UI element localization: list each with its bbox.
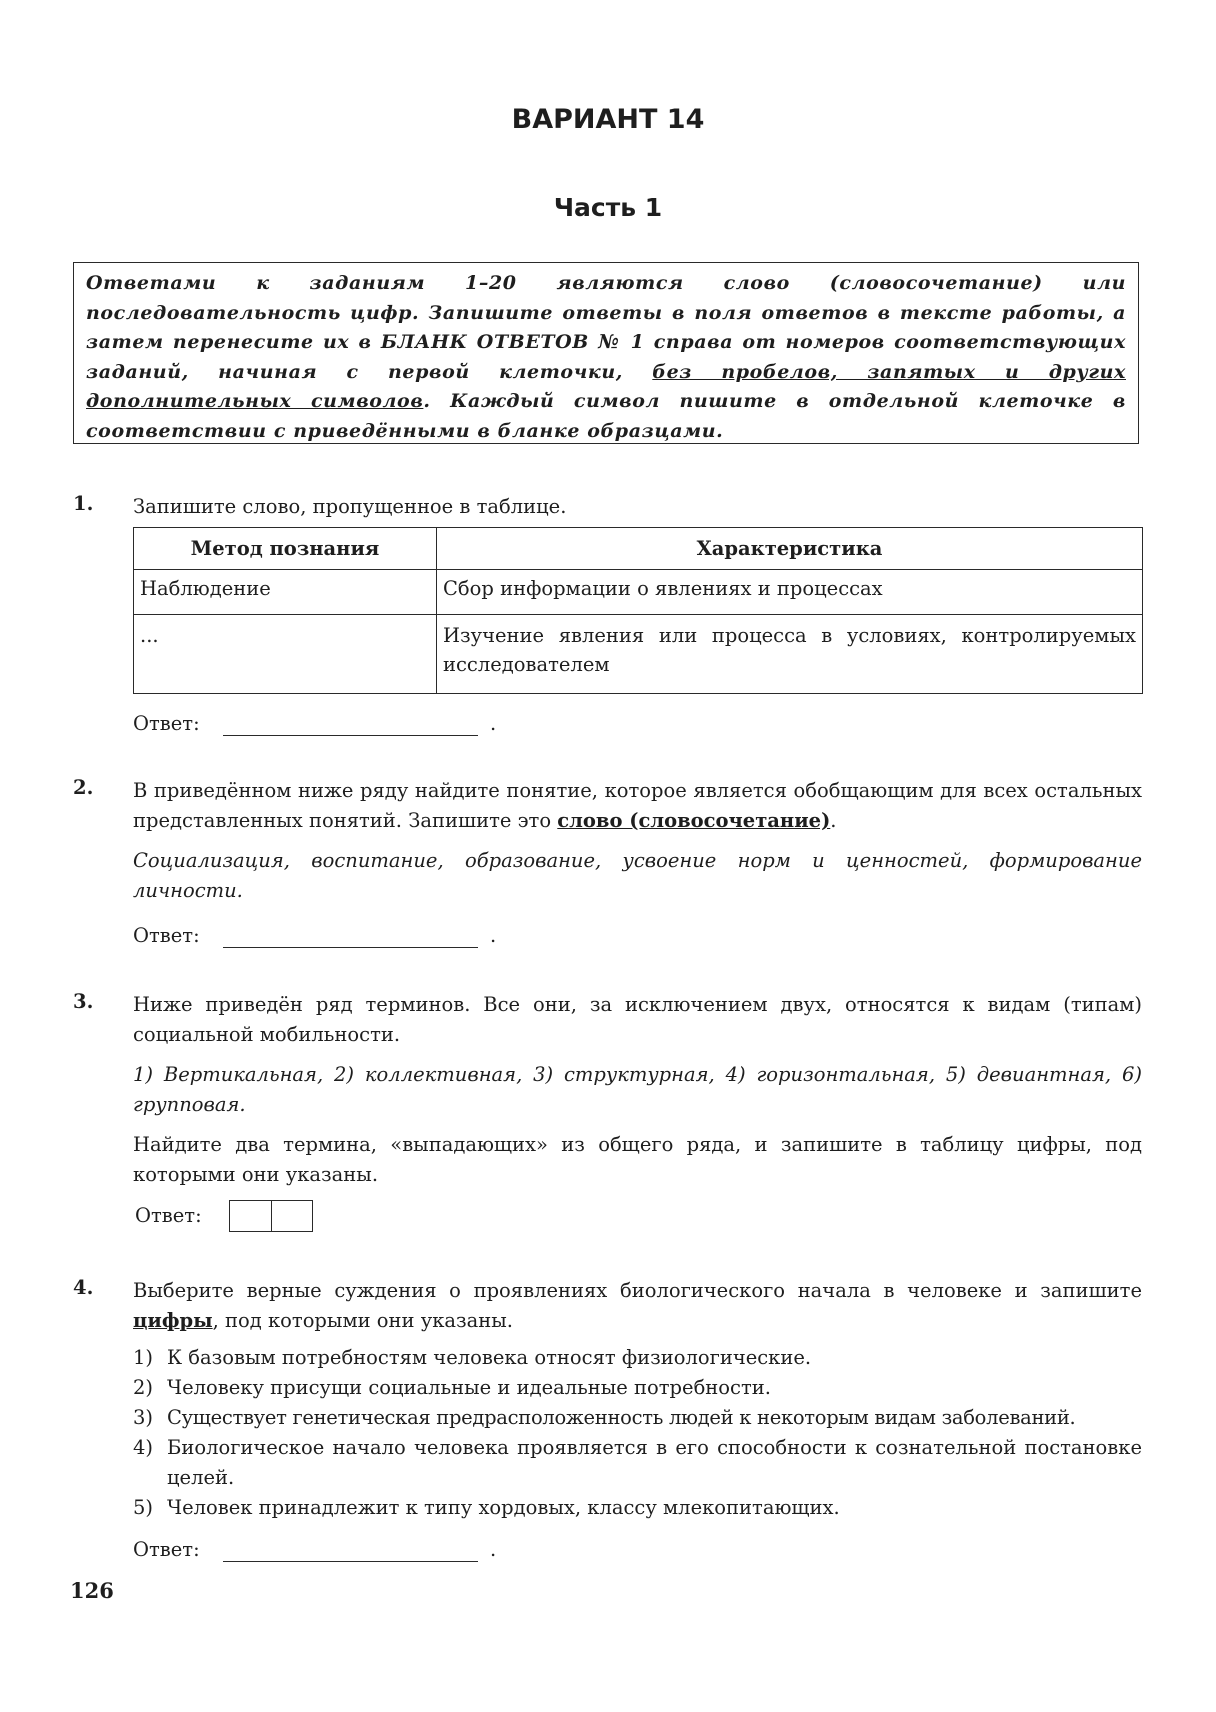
q1-cell-characteristic: Сбор информации о явлениях и процессах xyxy=(437,570,1143,615)
q2-text-emphasis: слово (словосочетание) xyxy=(557,809,831,832)
q1-table-header-row xyxy=(134,528,1143,570)
q2-text xyxy=(133,776,1142,836)
option-number: 2) xyxy=(133,1376,154,1399)
variant-title: ВАРИАНТ 14 xyxy=(511,104,705,135)
option-text: Биологическое начало человека проявляется в его способности к сознательной постановке целей. xyxy=(167,1436,1142,1489)
q1-text: Запишите слово, пропущенное в таблице. xyxy=(133,495,567,518)
option-number: 4) xyxy=(133,1436,154,1459)
instructions-box xyxy=(73,262,1139,444)
q4-text-part-2: , под которыми они указаны. xyxy=(212,1309,513,1332)
q4-text-emphasis: цифры xyxy=(133,1309,213,1332)
q4-number: 4. xyxy=(73,1276,94,1299)
q1-table xyxy=(133,527,1143,694)
option-text: К базовым потребностям человека относят физиологические. xyxy=(167,1346,812,1369)
table-row xyxy=(134,570,1143,615)
list-item xyxy=(133,1493,1142,1523)
q2-answer-dot: . xyxy=(490,924,497,947)
q3-answer-cell-1[interactable] xyxy=(230,1201,271,1231)
page-number: 126 xyxy=(70,1578,114,1603)
instructions-part-2: . Каждый символ пишите в отдельной клеточке в соответствии с приведёнными в бланке образцами. xyxy=(86,390,1126,442)
q2-answer-field[interactable] xyxy=(223,946,478,948)
q4-text xyxy=(133,1276,1142,1336)
option-number: 3) xyxy=(133,1406,154,1429)
instructions-part-1: Ответами к заданиям 1–20 являются слово (словосочетание) или последовательность цифр. Запишите ответы в поля ответов в тексте работы, а затем перенесите их в БЛАНК ОТВЕТОВ № 1 справа от номеров соответствующих заданий, начиная с первой клеточки, xyxy=(86,272,1126,383)
q3-answer-cells xyxy=(229,1200,313,1232)
q1-cell-method: ... xyxy=(134,615,437,694)
table-row xyxy=(134,615,1143,694)
q1-number: 1. xyxy=(73,492,94,515)
option-number: 5) xyxy=(133,1496,154,1519)
q2-text-part-1: В приведённом ниже ряду найдите понятие, которое является обобщающим для всех остальных представленных понятий. Запишите это xyxy=(133,779,1142,832)
q4-answer-field[interactable] xyxy=(223,1560,478,1562)
instructions-underlined: без пробелов, запятых и других дополнительных символов xyxy=(86,360,1126,412)
option-text: Существует генетическая предрасположенность людей к некоторым видам заболеваний. xyxy=(167,1406,1076,1429)
q3-answer-label: Ответ: xyxy=(135,1204,202,1227)
list-item xyxy=(133,1373,1142,1403)
q4-answer-label: Ответ: xyxy=(133,1538,200,1561)
q2-series: Социализация, воспитание, образование, усвоение норм и ценностей, формирование личности. xyxy=(133,849,1142,902)
option-text: Человек принадлежит к типу хордовых, классу млекопитающих. xyxy=(167,1496,840,1519)
q4-options xyxy=(133,1343,1142,1523)
q4-text-part-1: Выберите верные суждения о проявлениях биологического начала в человеке и запишите xyxy=(133,1279,1142,1302)
instructions-text xyxy=(86,269,1126,446)
part-title: Часть 1 xyxy=(553,193,663,222)
q1-header-method: Метод познания xyxy=(134,528,437,570)
option-text: Человеку присущи социальные и идеальные потребности. xyxy=(167,1376,771,1399)
q2-text-part-2: . xyxy=(830,809,837,832)
list-item xyxy=(133,1343,1142,1373)
q4-answer-dot: . xyxy=(490,1538,497,1561)
q1-answer-dot: . xyxy=(490,712,497,735)
q3-terms: 1) Вертикальная, 2) коллективная, 3) структурная, 4) горизонтальная, 5) девиантная, 6) групповая. xyxy=(133,1063,1142,1116)
q1-cell-method: Наблюдение xyxy=(134,570,437,615)
q1-answer-label: Ответ: xyxy=(133,712,200,735)
q2-number: 2. xyxy=(73,776,94,799)
list-item xyxy=(133,1403,1142,1433)
option-number: 1) xyxy=(133,1346,154,1369)
q3-answer-cell-2[interactable] xyxy=(271,1201,313,1231)
q3-number: 3. xyxy=(73,990,94,1013)
q3-task: Найдите два термина, «выпадающих» из общего ряда, и запишите в таблицу цифры, под которыми они указаны. xyxy=(133,1133,1142,1186)
q1-header-characteristic: Характеристика xyxy=(437,528,1143,570)
q2-answer-label: Ответ: xyxy=(133,924,200,947)
q1-cell-characteristic: Изучение явления или процесса в условиях, контролируемых исследователем xyxy=(437,615,1143,694)
list-item xyxy=(133,1433,1142,1493)
q3-text: Ниже приведён ряд терминов. Все они, за исключением двух, относятся к видам (типам) социальной мобильности. xyxy=(133,993,1142,1046)
q1-answer-field[interactable] xyxy=(223,734,478,736)
